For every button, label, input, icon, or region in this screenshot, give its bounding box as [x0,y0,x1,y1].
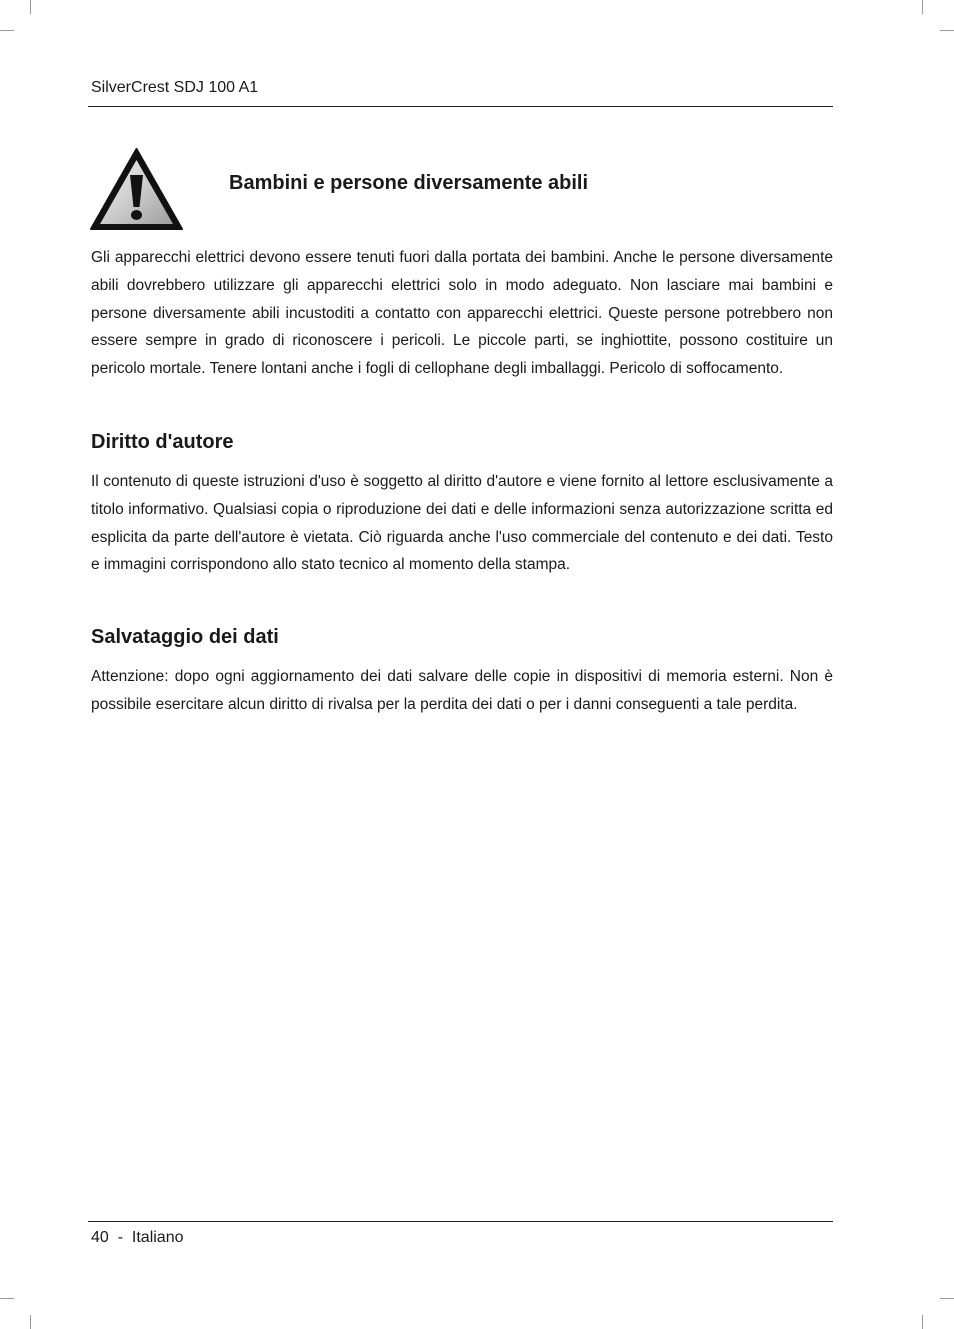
section-body-backup: Attenzione: dopo ogni aggiornamento dei dati salvare delle copie in dispositivi di memoria esterni. Non è possibile esercitare alcun diritto di rivalsa per la perdita dei dati o per i danni conseguenti a tale perdita. [91,668,833,713]
crop-mark [30,0,31,14]
crop-mark [922,0,923,14]
crop-mark [922,1315,923,1329]
crop-mark [0,30,14,31]
header-divider [88,106,833,107]
section-body-copyright: Il contenuto di queste istruzioni d'uso è soggetto al diritto d'autore e viene fornito al lettore esclusivamente a titolo informativo. Qualsiasi copia o riproduzione dei dati e delle informazioni senza autorizzazione scritta ed esplicita da parte dell'autore è vietata. Ciò riguarda anche l'uso commerciale del contenuto e dei dati. Testo e immagini corrispondono allo stato tecnico al momento della stampa. [91,473,833,574]
page-footer: 40 - Italiano [91,1229,184,1246]
section-title-backup: Salvataggio dei dati [91,626,279,648]
crop-mark [940,1298,954,1299]
running-header: SilverCrest SDJ 100 A1 [91,79,259,96]
section-title-children: Bambini e persone diversamente abili [229,172,589,194]
warning-triangle-icon [89,147,184,231]
crop-mark [30,1315,31,1329]
section-body-children: Gli apparecchi elettrici devono essere tenuti fuori dalla portata dei bambini. Anche le persone diversamente abili dovrebbero utilizzare gli apparecchi elettrici solo in modo adeguato. Non lasciare mai bambini e persone diversamente abili incustoditi a contatto con apparecchi elettrici. Queste persone potrebbero non essere sempre in grado di riconoscere i pericoli. Le piccole parti, se inghiottite, possono costituire un pericolo mortale. Tenere lontani anche i fogli di cellophane degli imballaggi. Pericolo di soffocamento. [91,249,833,378]
crop-mark [0,1298,14,1299]
crop-mark [940,30,954,31]
section-title-copyright: Diritto d'autore [91,431,234,453]
footer-divider [88,1221,833,1222]
